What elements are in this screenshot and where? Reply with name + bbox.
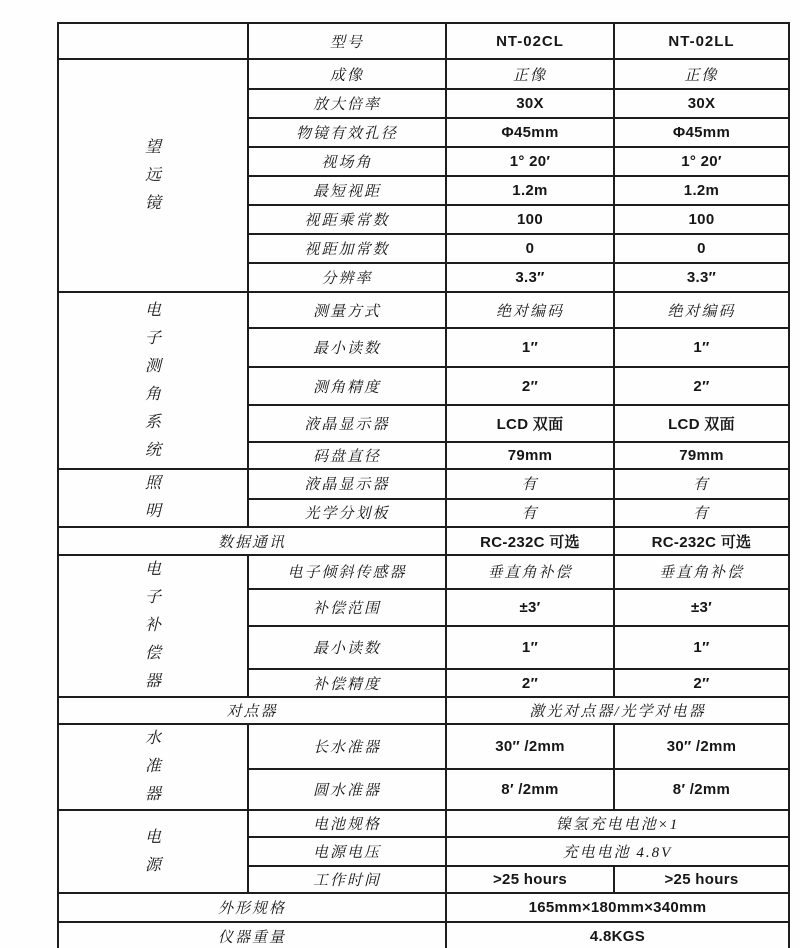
param-label-cell: 最小读数 xyxy=(248,328,446,367)
param-label-cell-datacomm: 数据通讯 xyxy=(58,527,446,555)
value-cell-m2: 1.2m xyxy=(614,176,789,205)
param-label-cell: 补偿精度 xyxy=(248,669,446,697)
value-cell-m1: 2″ xyxy=(446,367,614,405)
spec-row xyxy=(58,59,789,89)
value-cell-m2: 0 xyxy=(614,234,789,263)
param-label-cell-plummet: 对点器 xyxy=(58,697,446,724)
value-cell-m1: 正像 xyxy=(446,59,614,89)
value-cell-m2: 30″ /2mm xyxy=(614,724,789,769)
group-cell-compensator xyxy=(58,555,248,697)
value-cell-m1: >25 hours xyxy=(446,866,614,893)
value-cell-m2: 8′ /2mm xyxy=(614,769,789,810)
value-cell-span: 充电电池 4.8V xyxy=(446,837,789,866)
value-cell-m1: 0 xyxy=(446,234,614,263)
param-label-cell: 测角精度 xyxy=(248,367,446,405)
spec-row xyxy=(58,555,789,589)
value-cell-m2: RC-232C 可选 xyxy=(614,527,789,555)
value-cell-m1: 8′ /2mm xyxy=(446,769,614,810)
param-label-cell: 物镜有效孔径 xyxy=(248,118,446,147)
param-label-cell: 电池规格 xyxy=(248,810,446,837)
param-label-cell: 视距乘常数 xyxy=(248,205,446,234)
group-label-angle-system: 电子测角系统 xyxy=(144,301,161,459)
spec-row xyxy=(58,810,789,837)
value-cell-m1: 3.3″ xyxy=(446,263,614,292)
value-cell-m2: Φ45mm xyxy=(614,118,789,147)
group-cell-telescope xyxy=(58,59,248,292)
value-cell-m2: LCD 双面 xyxy=(614,405,789,442)
spec-row xyxy=(58,697,789,724)
value-cell-m2: 100 xyxy=(614,205,789,234)
spec-row xyxy=(58,922,789,948)
value-cell-m1: 垂直角补偿 xyxy=(446,555,614,589)
param-label-cell: 放大倍率 xyxy=(248,89,446,118)
value-cell-m1: 1″ xyxy=(446,328,614,367)
spec-row xyxy=(58,527,789,555)
param-label-cell-dimensions: 外形规格 xyxy=(58,893,446,922)
value-cell-m1: 79mm xyxy=(446,442,614,469)
value-cell-m1: 30″ /2mm xyxy=(446,724,614,769)
value-cell-m2: >25 hours xyxy=(614,866,789,893)
value-cell-dimensions: 165mm×180mm×340mm xyxy=(446,893,789,922)
model1-header-cell: NT-02CL xyxy=(446,23,614,59)
value-cell-m2: 绝对编码 xyxy=(614,292,789,328)
value-cell-m1: 1° 20′ xyxy=(446,147,614,176)
group-label-compensator: 电子补偿器 xyxy=(144,561,161,690)
value-cell-m1: LCD 双面 xyxy=(446,405,614,442)
value-cell-m2: 有 xyxy=(614,469,789,499)
value-cell-m1: RC-232C 可选 xyxy=(446,527,614,555)
corner-cell xyxy=(58,23,248,59)
group-cell-power xyxy=(58,810,248,893)
param-label-cell: 测量方式 xyxy=(248,292,446,328)
group-cell-level xyxy=(58,724,248,810)
value-cell-m2: 1″ xyxy=(614,328,789,367)
param-label-cell: 圆水准器 xyxy=(248,769,446,810)
value-cell-m2: 1″ xyxy=(614,626,789,669)
value-cell-m1: 1″ xyxy=(446,626,614,669)
value-cell-m2: 正像 xyxy=(614,59,789,89)
param-label-cell: 码盘直径 xyxy=(248,442,446,469)
value-cell-m1: Φ45mm xyxy=(446,118,614,147)
value-cell-m2: 1° 20′ xyxy=(614,147,789,176)
spec-row xyxy=(58,724,789,769)
param-label-cell: 电源电压 xyxy=(248,837,446,866)
value-cell-m2: 2″ xyxy=(614,669,789,697)
header-row xyxy=(58,23,789,59)
spec-row xyxy=(58,893,789,922)
value-cell-span: 镍氢充电电池×1 xyxy=(446,810,789,837)
value-cell-m2: 垂直角补偿 xyxy=(614,555,789,589)
value-cell-m2: 79mm xyxy=(614,442,789,469)
param-label-cell: 视距加常数 xyxy=(248,234,446,263)
value-cell-plummet: 激光对点器/光学对电器 xyxy=(446,697,789,724)
value-cell-weight: 4.8KGS xyxy=(446,922,789,948)
param-label-cell: 液晶显示器 xyxy=(248,405,446,442)
value-cell-m1: 有 xyxy=(446,469,614,499)
value-cell-m2: 3.3″ xyxy=(614,263,789,292)
group-label-power: 电源 xyxy=(144,828,161,874)
param-label-cell: 液晶显示器 xyxy=(248,469,446,499)
param-label-cell: 成像 xyxy=(248,59,446,89)
value-cell-m2: 30X xyxy=(614,89,789,118)
param-label-cell: 分辨率 xyxy=(248,263,446,292)
spec-row xyxy=(58,469,789,499)
value-cell-m1: 30X xyxy=(446,89,614,118)
group-cell-angle-system xyxy=(58,292,248,469)
value-cell-m2: 有 xyxy=(614,499,789,527)
param-label-cell-weight: 仪器重量 xyxy=(58,922,446,948)
group-label-telescope: 望远镜 xyxy=(144,138,161,212)
value-cell-m1: 1.2m xyxy=(446,176,614,205)
value-cell-m1: ±3′ xyxy=(446,589,614,626)
param-label-cell: 补偿范围 xyxy=(248,589,446,626)
param-label-cell: 长水准器 xyxy=(248,724,446,769)
param-label-cell: 最短视距 xyxy=(248,176,446,205)
value-cell-m1: 有 xyxy=(446,499,614,527)
group-label-level: 水准器 xyxy=(144,730,161,803)
param-label-cell: 视场角 xyxy=(248,147,446,176)
value-cell-m1: 绝对编码 xyxy=(446,292,614,328)
param-label-cell: 最小读数 xyxy=(248,626,446,669)
value-cell-m1: 100 xyxy=(446,205,614,234)
value-cell-m2: 2″ xyxy=(614,367,789,405)
param-label-cell: 光学分划板 xyxy=(248,499,446,527)
model2-header-cell: NT-02LL xyxy=(614,23,789,59)
spec-table xyxy=(57,22,790,948)
param-label-cell: 工作时间 xyxy=(248,866,446,893)
value-cell-m1: 2″ xyxy=(446,669,614,697)
param-header-cell: 型号 xyxy=(248,23,446,59)
param-label-cell: 电子倾斜传感器 xyxy=(248,555,446,589)
spec-row xyxy=(58,292,789,328)
group-label-illumination: 照明 xyxy=(144,475,161,520)
value-cell-m2: ±3′ xyxy=(614,589,789,626)
group-cell-illumination xyxy=(58,469,248,527)
